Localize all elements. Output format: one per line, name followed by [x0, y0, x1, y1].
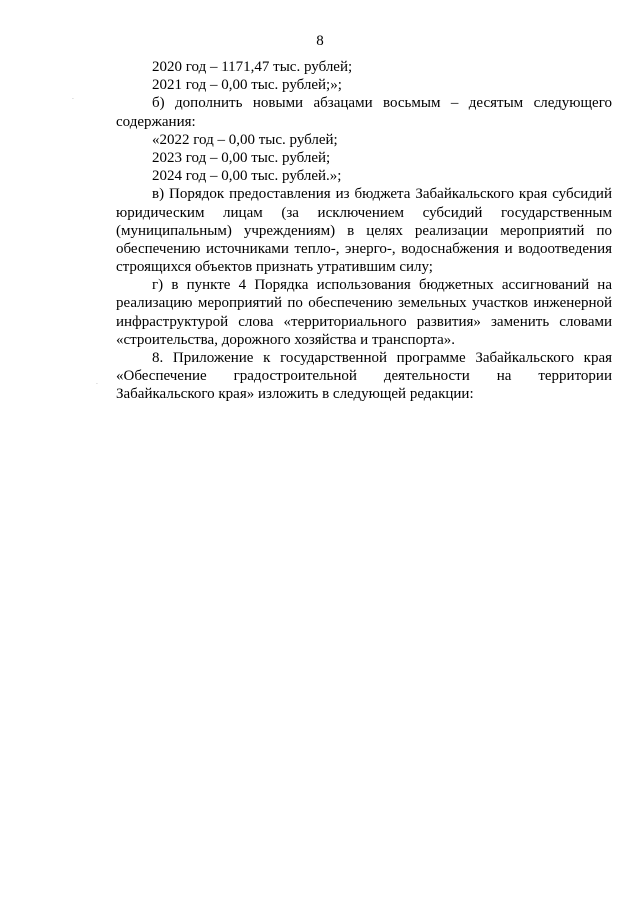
margin-mark: ·: [72, 96, 74, 103]
text-line: обеспечению источниками тепло-, энерго-, водоснабжения и водоотведения: [116, 240, 612, 257]
text-line: содержания:: [116, 113, 196, 130]
text-line: (муниципальным) учреждениям) в целях реализации мероприятий по: [116, 222, 612, 239]
text-line: юридическим лицам (за исключением субсидий государственным: [116, 204, 612, 221]
margin-mark: ·: [96, 381, 98, 388]
text-line: в) Порядок предоставления из бюджета Забайкальского края субсидий: [152, 186, 612, 203]
text-line: инфраструктурой слова «территориального развития» заменить словами: [116, 313, 612, 330]
text-line: строящихся объектов признать утратившим силу;: [116, 259, 433, 276]
text-line: 2021 год – 0,00 тыс. рублей;»;: [152, 77, 342, 94]
text-line: «строительства, дорожного хозяйства и транспорта».: [116, 331, 456, 348]
text-line: Забайкальского края» изложить в следующей редакции:: [116, 386, 474, 403]
text-line: г) в пункте 4 Порядка использования бюджетных ассигнований на: [152, 277, 612, 294]
text-line: 2024 год – 0,00 тыс. рублей.»;: [152, 168, 342, 185]
text-line: «Обеспечение градостроительной деятельности на территории: [116, 368, 612, 385]
text-line: 2023 год – 0,00 тыс. рублей;: [152, 149, 331, 166]
text-line: «2022 год – 0,00 тыс. рублей;: [152, 131, 338, 148]
text-line: 8. Приложение к государственной программе Забайкальского края: [152, 350, 612, 366]
document-body: [116, 58, 612, 404]
text-line: 2020 год – 1171,47 тыс. рублей;: [152, 59, 353, 75]
text-line: б) дополнить новыми абзацами восьмым – десятым следующего: [152, 95, 612, 112]
text-line: реализацию мероприятий по обеспечению земельных участков инженерной: [116, 295, 612, 312]
page-number: 8: [316, 33, 324, 49]
